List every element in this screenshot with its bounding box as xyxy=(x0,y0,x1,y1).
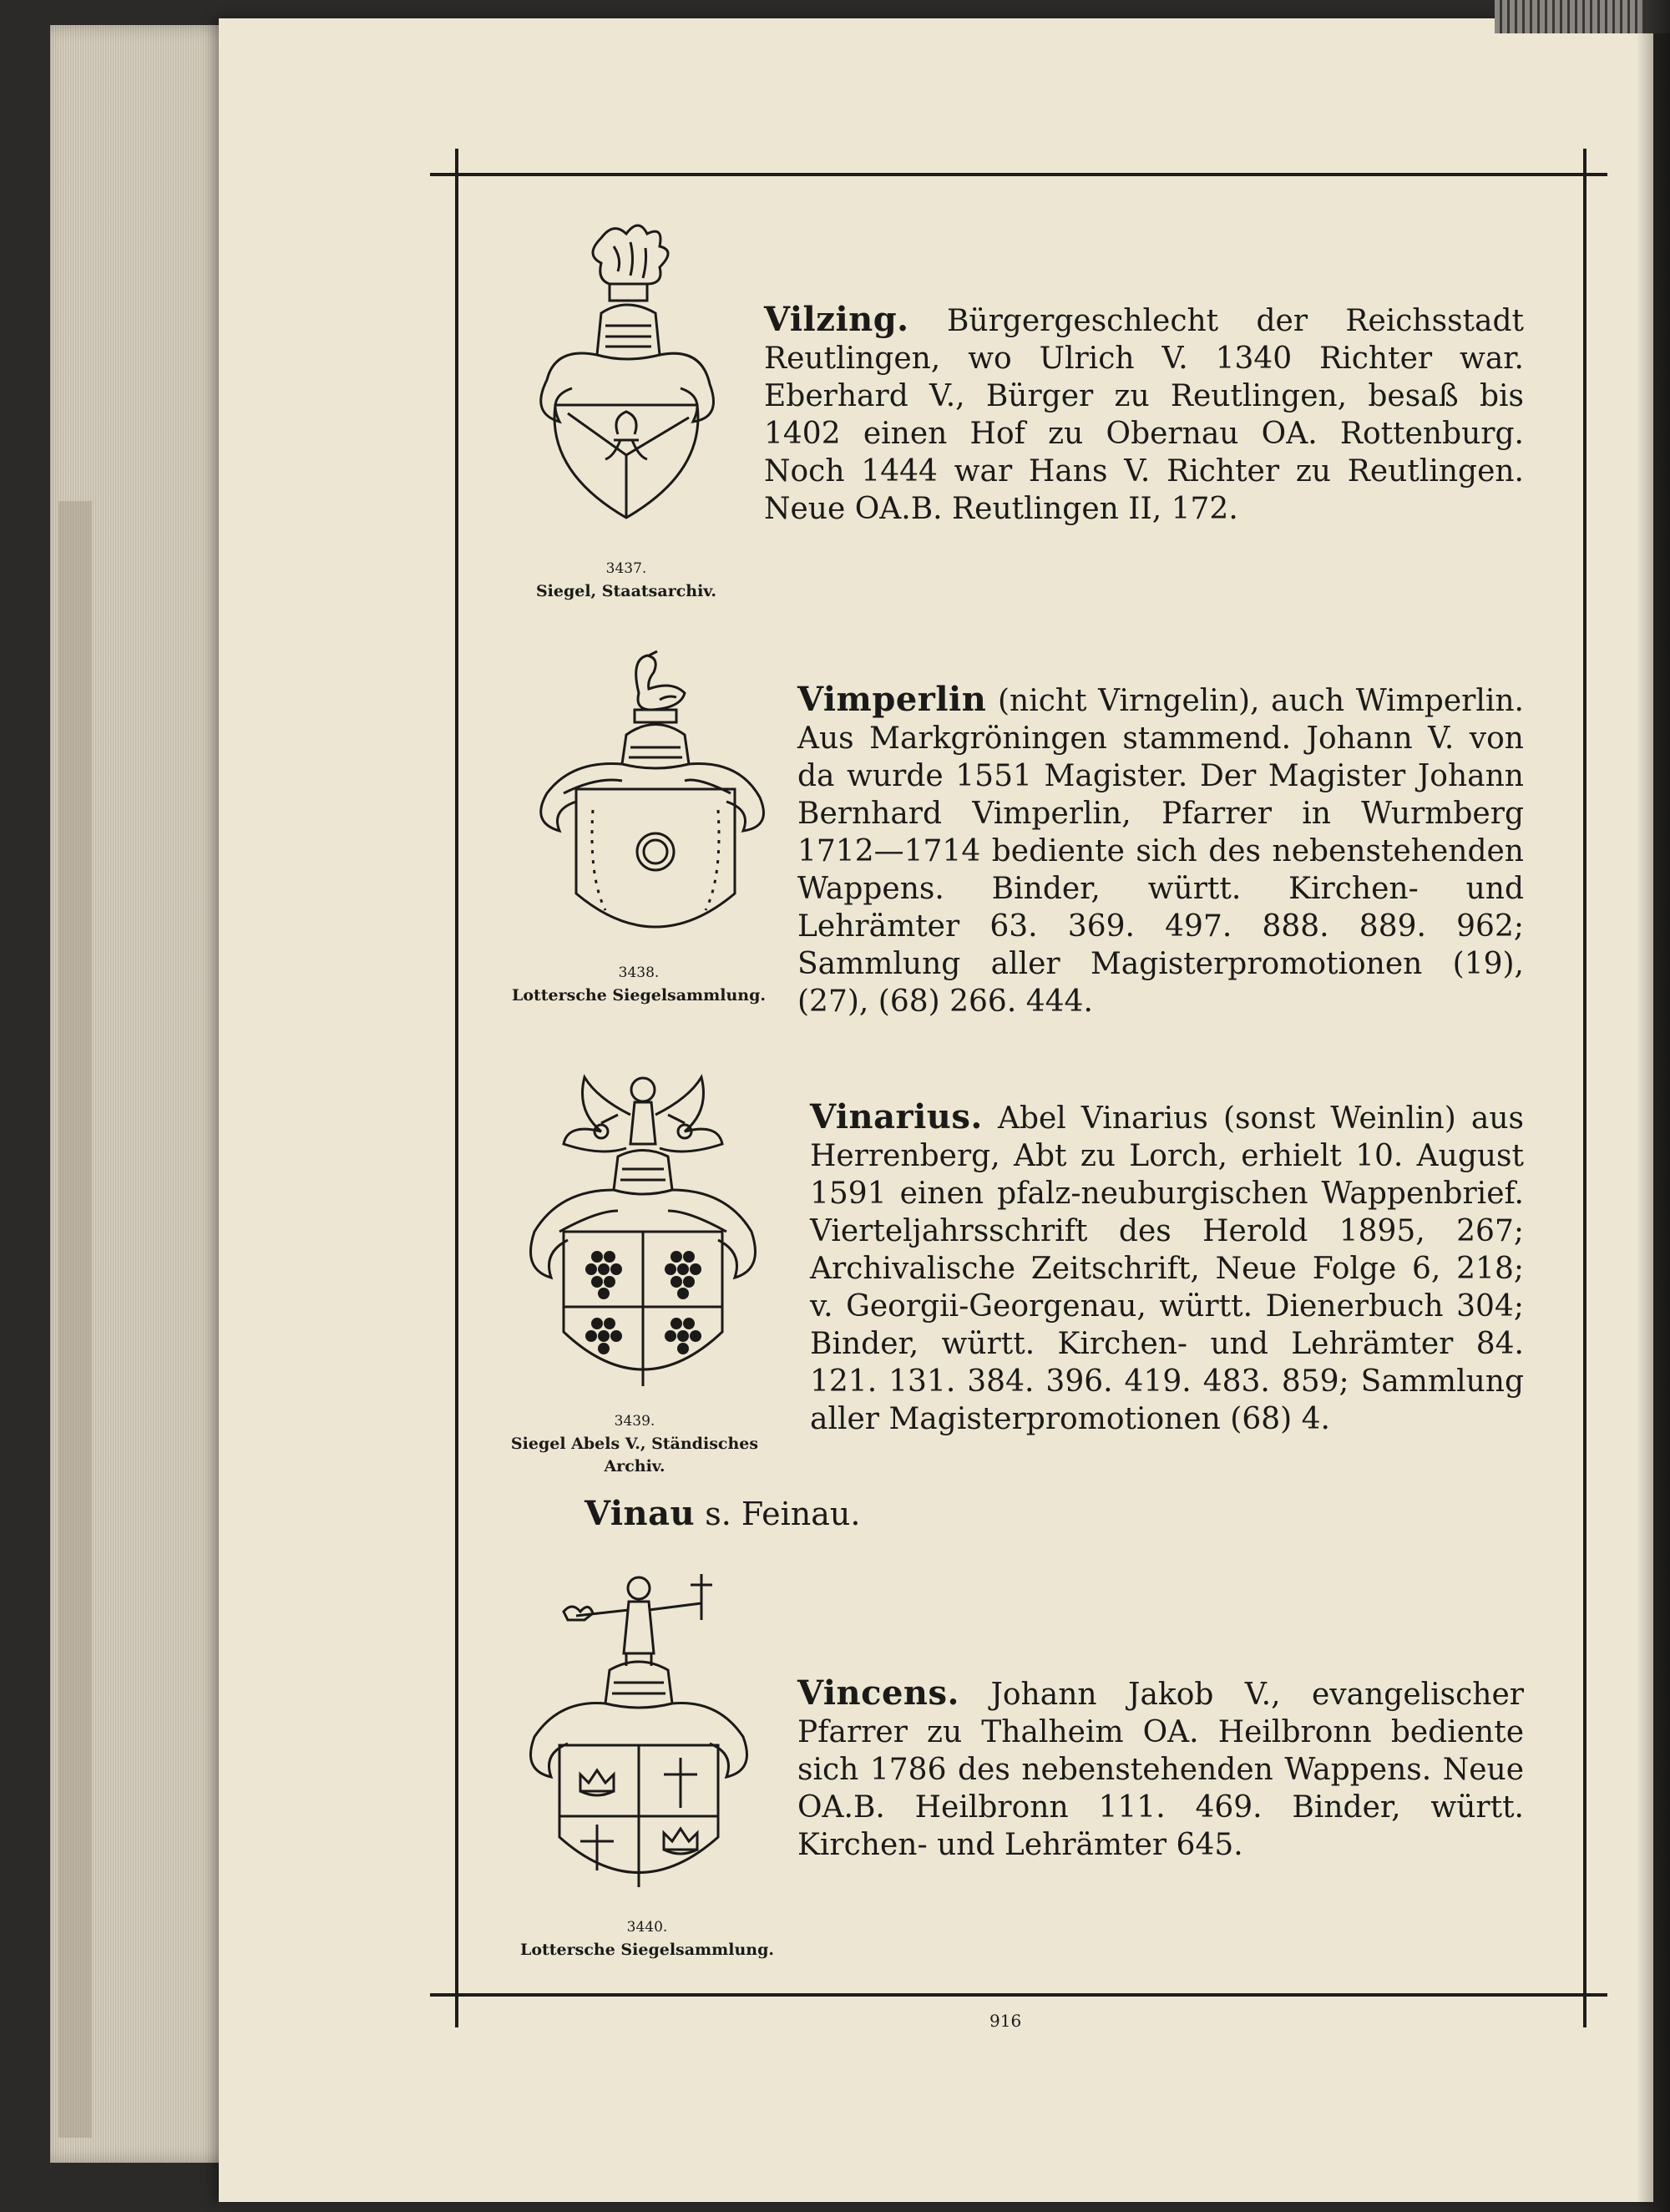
figure-caption-3437 xyxy=(501,558,752,603)
figure-number-line xyxy=(497,1410,772,1433)
frame-rule-right xyxy=(1583,149,1586,2027)
entry-heading: Vimperlin xyxy=(797,680,987,719)
frame-rule-top xyxy=(430,173,1607,176)
entry-vincens xyxy=(797,1674,1524,1864)
book-page-edges-shadow xyxy=(58,501,92,2138)
figure-number: 3440. xyxy=(626,1919,668,1936)
entry-heading: Vilzing. xyxy=(764,300,909,339)
entry-text: Abel Vinarius (sonst Weinlin) aus Herrenberg, Abt zu Lorch, erhielt 10. August 1591 einen pfalz-neuburgischen Wappenbrief. Vierteljahrsschrift des Herold 1895, 267; Archivalische Zeitschrift, Neue Folge 6, 218; v. Georgii-Georgenau, württ. Dienerbuch 304; Binder, württ. Kirchen- und Lehrämter 84. 121. 131. 384. 396. 419. 483. 859; Sammlung aller Magisterpromotionen (68) 4. xyxy=(810,1101,1524,1436)
figure-caption-3439 xyxy=(497,1410,772,1478)
entry-text: Johann Jakob V., evangelischer Pfarrer zu Thalheim OA. Heilbronn bediente sich 1786 des nebenstehenden Wappens. Neue OA.B. Heilbronn 111. 469. Binder, württ. Kirchen- und Lehrämter 645. xyxy=(797,1678,1524,1862)
figure-number: 3437. xyxy=(605,560,647,577)
frame-rule-left xyxy=(455,149,458,2027)
page-number: 916 xyxy=(989,2011,1022,2031)
figure-caption-3438 xyxy=(488,962,789,1007)
scan-edge-shadow xyxy=(1637,0,1670,2212)
coat-of-arms-helmet-plume-icon xyxy=(522,221,731,547)
figure-caption-3440 xyxy=(509,1916,785,1961)
figure-source: Lottersche Siegelsammlung. xyxy=(511,986,767,1005)
coat-of-arms-crosses-crowns-icon xyxy=(514,1570,772,1921)
figure-source: Siegel, Staatsarchiv. xyxy=(535,582,717,600)
entry-vilzing xyxy=(764,301,1524,528)
entry-vinarius xyxy=(810,1098,1524,1438)
entry-vinau xyxy=(584,1495,860,1533)
entry-vimperlin xyxy=(797,681,1524,1020)
coat-of-arms-swan-ring-icon xyxy=(514,643,781,969)
entry-heading: Vinau xyxy=(584,1494,696,1533)
figure-number: 3438. xyxy=(618,964,660,981)
figure-source: Siegel Abels V., Ständisches Archiv. xyxy=(510,1435,759,1476)
frame-rule-bottom xyxy=(430,1993,1607,1997)
entry-text: Bürgergeschlecht der Reichsstadt Reutlingen, wo Ulrich V. 1340 Richter war. Eberhard V., Bürger zu Reutlingen, besaß bis 1402 einen Hof zu Obernau OA. Rottenburg. Noch 1444 war Hans V. Richter zu Reutlingen. Neue OA.B. Reutlingen II, 172. xyxy=(764,304,1524,526)
coat-of-arms-grapes-eagle-icon xyxy=(518,1065,768,1415)
entry-heading: Vincens. xyxy=(797,1673,959,1713)
figure-number: 3439. xyxy=(614,1413,655,1430)
figure-source: Lottersche Siegelsammlung. xyxy=(519,1941,775,1959)
entry-heading: Vinarius. xyxy=(810,1097,983,1136)
entry-text: s. Feinau. xyxy=(705,1496,861,1532)
entry-text: (nicht Virngelin), auch Wimperlin. Aus Markgröningen stammend. Johann V. von da wurde 1551 Magister. Der Magister Johann Bernhard Vimperlin, Pfarrer in Wurmberg 1712—1714 bediente sich des nebenstehenden Wappens. Binder, württ. Kirchen- und Lehrämter 63. 369. 497. 888. 889. 962; Sammlung aller Magisterpromotionen (19), (27), (68) 266. 444. xyxy=(797,684,1524,1019)
